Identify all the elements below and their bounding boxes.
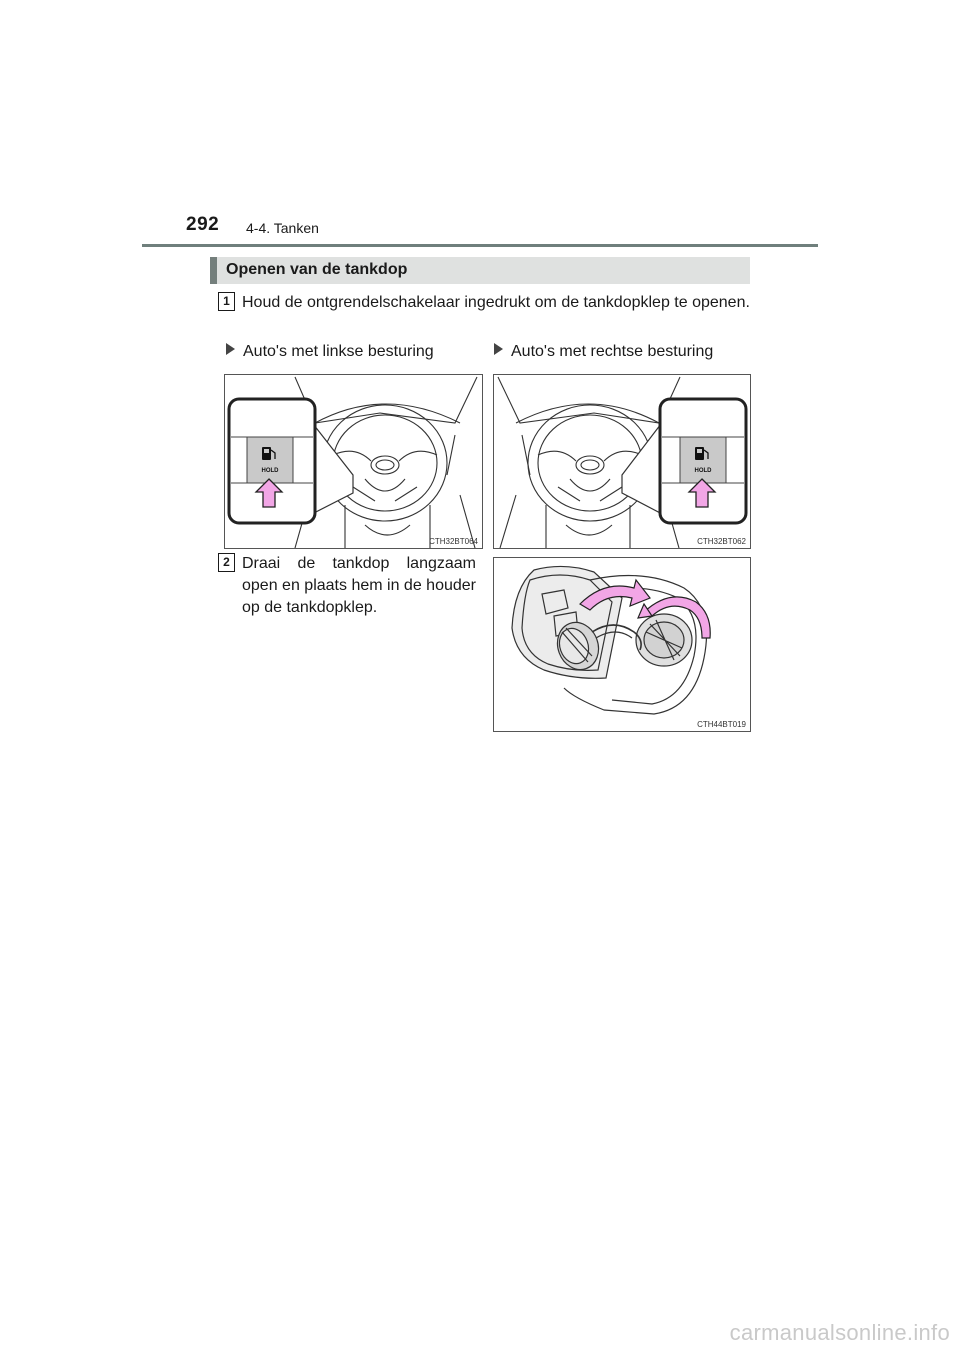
hold-label: HOLD bbox=[261, 468, 279, 474]
variant-left-label bbox=[226, 343, 434, 361]
fuel-cap-illustration bbox=[494, 558, 750, 731]
dashboard-illustration-right bbox=[494, 375, 750, 548]
section-reference: 4-4. Tanken bbox=[246, 220, 319, 236]
step-1-text: Houd de ontgrendelschakelaar ingedrukt om de tankdopklep te openen. bbox=[242, 294, 750, 311]
step-1-badge: 1 bbox=[218, 292, 235, 311]
figure-left-hand-drive bbox=[224, 374, 483, 549]
figure-code: CTH32BT064 bbox=[429, 537, 478, 546]
figure-code: CTH32BT062 bbox=[697, 537, 746, 546]
step-2-text: Draai de tankdop langzaam open en plaats hem in de houder op de tankdopklep. bbox=[242, 555, 476, 616]
hold-label: HOLD bbox=[694, 468, 712, 474]
bullet-triangle-icon bbox=[494, 343, 503, 355]
variant-right-label bbox=[494, 343, 713, 361]
variant-right-label-text: Auto's met rechtse besturing bbox=[511, 343, 714, 360]
section-title: Openen van de tankdop bbox=[226, 261, 408, 278]
variant-left-label-text: Auto's met linkse besturing bbox=[243, 343, 434, 360]
step-2-badge: 2 bbox=[218, 553, 235, 572]
figure-code: CTH44BT019 bbox=[697, 720, 746, 729]
dashboard-illustration-left bbox=[225, 375, 482, 548]
figure-fuel-cap bbox=[493, 557, 751, 732]
figure-right-hand-drive bbox=[493, 374, 751, 549]
page-number: 292 bbox=[186, 214, 220, 235]
heading-accent bbox=[210, 257, 217, 284]
watermark: carmanualsonline.info bbox=[729, 1320, 950, 1345]
section-heading bbox=[210, 257, 750, 284]
bullet-triangle-icon bbox=[226, 343, 235, 355]
header-divider bbox=[142, 244, 818, 247]
